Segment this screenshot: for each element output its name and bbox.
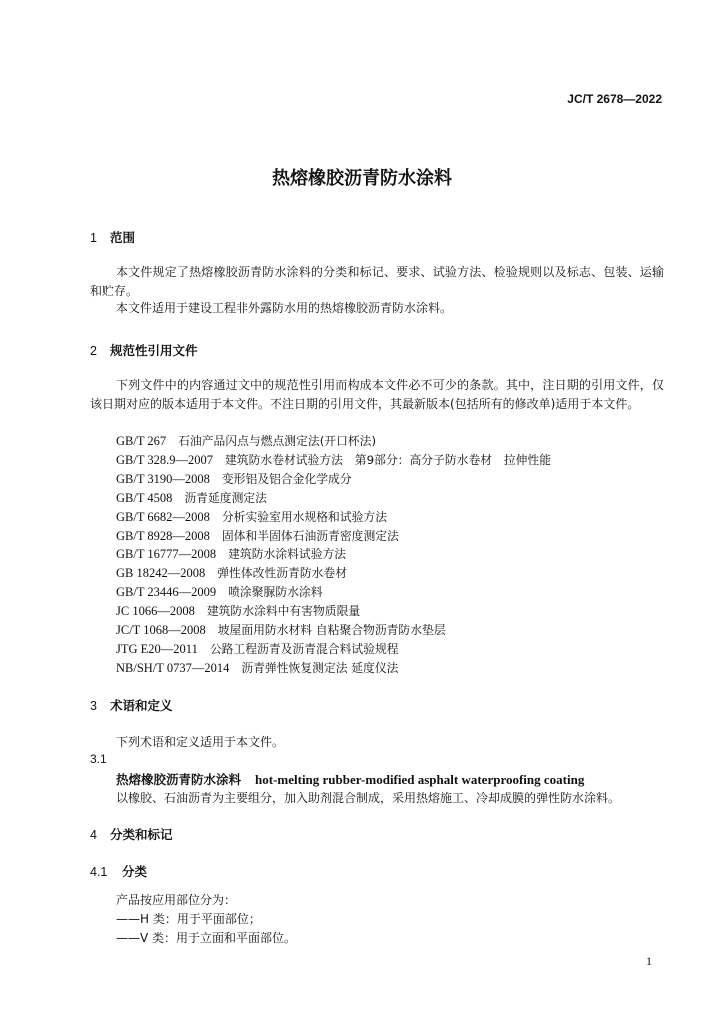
section-number: 4 — [90, 828, 97, 842]
term-entry — [116, 770, 584, 788]
reference-title: 弹性体改性沥青防水卷材 — [217, 566, 348, 581]
section-1-heading — [90, 228, 135, 246]
classification-intro: 产品按应用部位分为： — [116, 893, 237, 907]
reference-code: GB/T 4508 — [116, 490, 173, 505]
reference-title: 沥青延度测定法 — [184, 490, 267, 505]
reference-title: 石油产品闪点与燃点测定法(开口杯法) — [178, 434, 377, 448]
section-title: 规范性引用文件 — [110, 343, 198, 358]
reference-code: JTG E20—2011 — [116, 641, 198, 656]
reference-code: GB/T 267 — [116, 434, 167, 448]
term-chinese: 热熔橡胶沥青防水涂料 — [116, 772, 242, 787]
standard-code: JC/T 2678—2022 — [567, 92, 662, 106]
reference-code: GB/T 6682—2008 — [116, 509, 210, 524]
subsection-number: 4.1 — [90, 865, 108, 879]
reference-title: 公路工程沥青及沥青混合料试验规程 — [209, 641, 399, 656]
reference-code: NB/SH/T 0737—2014 — [116, 660, 230, 675]
classification-item-h: ——H 类：用于平面部位； — [116, 912, 261, 926]
reference-item — [116, 659, 398, 677]
reference-code: GB/T 3190—2008 — [116, 471, 210, 486]
reference-item — [116, 545, 346, 563]
section-4-heading — [90, 825, 173, 843]
scope-paragraph-2: 本文件适用于建设工程非外露防水用的热熔橡胶沥青防水涂料。 — [116, 301, 453, 315]
reference-title: 建筑防水涂料中有害物质限量 — [206, 604, 361, 619]
reference-title: 喷涂聚脲防水涂料 — [228, 585, 323, 600]
reference-item — [116, 621, 446, 639]
section-title: 术语和定义 — [110, 698, 173, 713]
page-number: 1 — [646, 954, 652, 968]
reference-code: JC/T 1068—2008 — [116, 623, 206, 637]
reference-item — [116, 432, 376, 450]
section-number: 3 — [90, 699, 97, 713]
section-title: 范围 — [110, 230, 136, 245]
section-number: 1 — [90, 231, 97, 245]
reference-title: 坡屋面用防水材料 自粘聚合物沥青防水垫层 — [217, 623, 446, 637]
reference-code: GB/T 8928—2008 — [116, 528, 210, 543]
term-english: hot-melting rubber-modified asphalt waterproofing coating — [255, 772, 585, 787]
reference-title: 固体和半固体石油沥青密度测定法 — [221, 528, 399, 543]
reference-item — [116, 640, 399, 658]
subsection-title: 分类 — [122, 864, 148, 879]
reference-title: 变形铝及铝合金化学成分 — [221, 471, 352, 486]
section-title: 分类和标记 — [110, 827, 173, 842]
classification-item-v: ——V 类：用于立面和平面部位。 — [116, 931, 297, 945]
reference-title: 建筑防水涂料试验方法 — [228, 547, 347, 562]
reference-code: GB/T 328.9—2007 — [116, 452, 213, 467]
term-definition: 以橡胶、石油沥青为主要组分，加入助剂混合制成，采用热熔施工、冷却成膜的弹性防水涂料。 — [116, 791, 621, 805]
section-3-heading — [90, 696, 173, 714]
terms-intro: 下列术语和定义适用于本文件。 — [116, 735, 285, 749]
subsection-4-1-heading — [90, 862, 147, 880]
reference-item — [116, 527, 399, 545]
reference-code: GB/T 16777—2008 — [116, 547, 217, 562]
reference-item — [116, 508, 387, 526]
reference-title: 建筑防水卷材试验方法 第9部分：高分子防水卷材 拉伸性能 — [225, 452, 552, 467]
reference-item — [116, 602, 360, 620]
term-number: 3.1 — [90, 752, 107, 766]
scope-paragraph-1: 本文件规定了热熔橡胶沥青防水涂料的分类和标记、要求、试验方法、检验规则以及标志、包装、运输和贮存。 — [90, 265, 664, 298]
reference-title: 分析实验室用水规格和试验方法 — [221, 509, 388, 524]
document-title: 热熔橡胶沥青防水涂料 — [272, 168, 452, 189]
section-number: 2 — [90, 344, 97, 358]
reference-code: GB/T 23446—2009 — [116, 585, 217, 600]
reference-title: 沥青弹性恢复测定法 延度仪法 — [241, 660, 399, 675]
reference-item — [116, 470, 352, 488]
normative-intro: 下列文件中的内容通过文中的规范性引用而构成本文件必不可少的条款。其中，注日期的引用文件，仅该日期对应的版本适用于本文件。不注日期的引用文件，其最新版本(包括所有的修改单)适用于本文件。 — [90, 378, 664, 411]
reference-item — [116, 451, 551, 469]
section-2-heading — [90, 341, 198, 359]
reference-code: JC 1066—2008 — [116, 604, 195, 619]
reference-item — [116, 489, 267, 507]
reference-item — [116, 564, 347, 582]
reference-item — [116, 583, 323, 601]
reference-code: GB 18242—2008 — [116, 566, 206, 581]
